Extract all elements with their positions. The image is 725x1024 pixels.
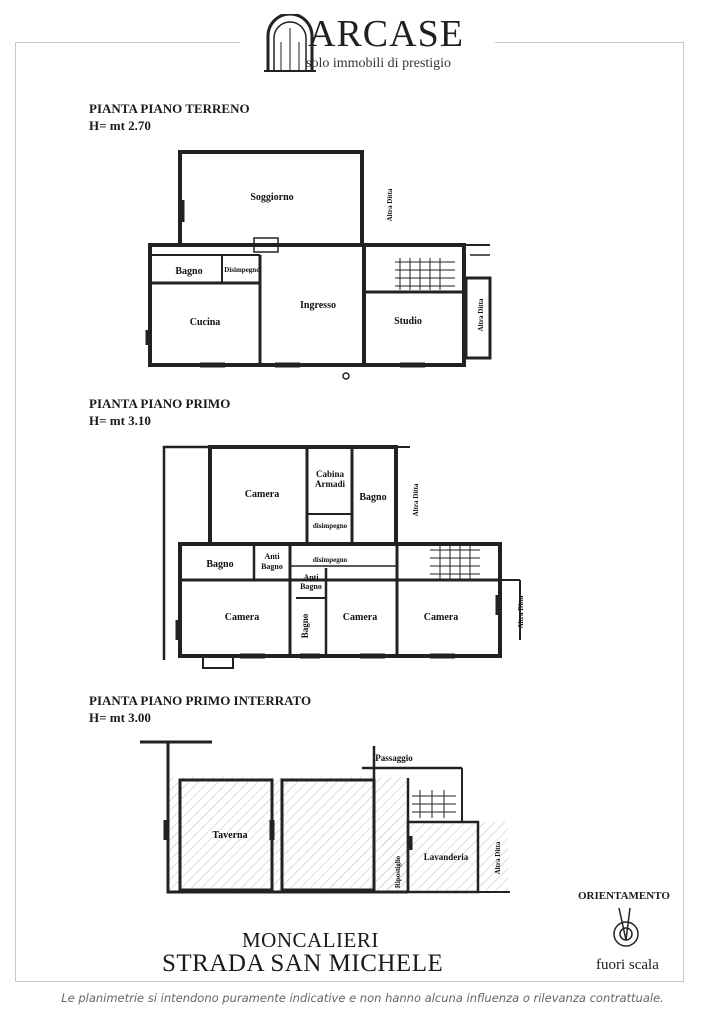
room-label: Camera: [224, 612, 260, 623]
room-label: disimpegno: [312, 556, 348, 564]
compass-icon: [614, 908, 638, 946]
room-label: Camera: [244, 489, 280, 500]
room-label: Studio: [394, 316, 422, 327]
brand-name: ARCASE: [308, 13, 464, 55]
room-label: Bagno: [206, 559, 234, 570]
disclaimer-text: Le planimetrie si intendono puramente indicative e non hanno alcuna influenza o rilevanza contrattuale.: [61, 991, 664, 1005]
room-label: Camera: [342, 612, 378, 623]
room-label: Altra Ditta: [477, 298, 485, 332]
room-label: Taverna: [212, 830, 248, 841]
room-label: Bagno: [175, 266, 203, 277]
floor-name: PIANTA PIANO PRIMO INTERRATO: [89, 693, 312, 708]
street-name: STRADA SAN MICHELE: [162, 950, 444, 977]
room-label: Bagno: [359, 492, 387, 503]
room-label: Ripostiglio: [394, 855, 402, 889]
room-label: Anti: [303, 573, 319, 582]
room-label: Altra Ditta: [386, 188, 394, 222]
room-label: Cabina: [315, 469, 345, 479]
floor-height: H= mt 3.00: [89, 710, 151, 725]
room-label: Lavanderia: [423, 852, 469, 862]
floor-height: H= mt 3.10: [89, 413, 151, 428]
floor-height: H= mt 2.70: [89, 118, 151, 133]
orientation-label: ORIENTAMENTO: [578, 890, 670, 902]
city-name: MONCALIERI: [242, 928, 379, 952]
room-label: Altra Ditta: [494, 841, 502, 875]
room-label: Camera: [423, 612, 459, 623]
room-label: Soggiorno: [250, 192, 294, 203]
room-label: Armadi: [315, 479, 345, 489]
room-label: Anti: [264, 552, 280, 561]
room-label: Bagno: [261, 562, 283, 571]
room-label: Passaggio: [375, 753, 413, 763]
room-label: Altra Ditta: [412, 483, 420, 517]
brand-tagline: solo immobili di prestigio: [306, 56, 452, 71]
room-label: Ingresso: [300, 300, 336, 311]
scale-note: fuori scala: [596, 957, 659, 973]
floor-name: PIANTA PIANO TERRENO: [89, 101, 250, 116]
room-label: disimpegno: [312, 522, 348, 530]
room-label: Disimpegno: [224, 266, 260, 274]
room-label: Cucina: [189, 317, 221, 328]
room-label: Altra Ditta: [517, 595, 525, 629]
floor-name: PIANTA PIANO PRIMO: [89, 396, 231, 411]
room-label: Bagno: [300, 613, 310, 639]
room-label: Bagno: [300, 582, 322, 591]
plan-basement: [140, 742, 510, 892]
